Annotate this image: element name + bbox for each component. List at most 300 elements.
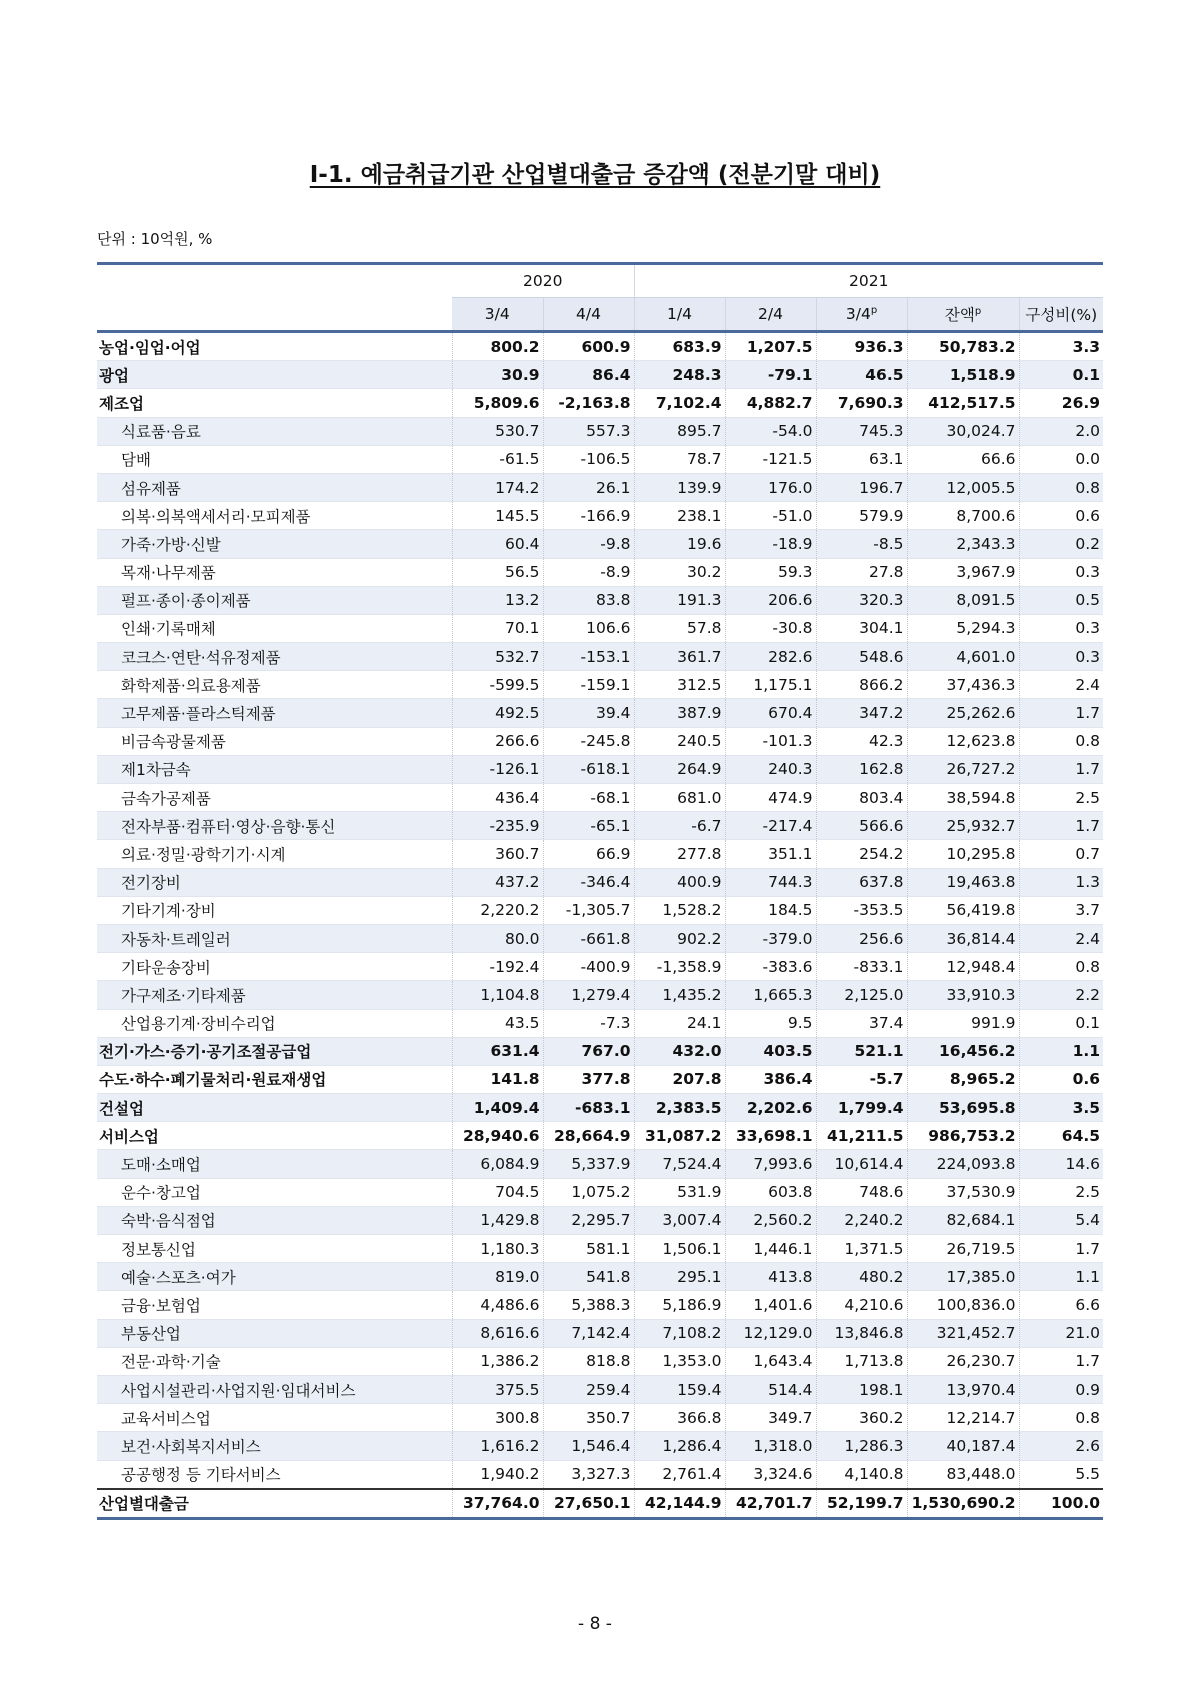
row-value: 63.1 — [816, 445, 907, 473]
row-value: 351.1 — [725, 840, 816, 868]
table-row — [97, 1065, 1103, 1093]
row-value: 600.9 — [543, 332, 634, 361]
total-label: 산업별대출금 — [97, 1489, 452, 1519]
row-value: 174.2 — [452, 473, 543, 501]
row-label: 수도·하수·폐기물처리·원료재생업 — [97, 1065, 452, 1093]
total-value: 42,701.7 — [725, 1489, 816, 1519]
row-label: 전기·가스·증기·공기조절공급업 — [97, 1037, 452, 1065]
row-value: 3,324.6 — [725, 1460, 816, 1489]
header-blank — [97, 264, 452, 298]
row-value: 5,186.9 — [634, 1291, 725, 1319]
table-row — [97, 1460, 1103, 1489]
row-value: 1.7 — [1019, 699, 1103, 727]
row-value: 366.8 — [634, 1404, 725, 1432]
row-value: 492.5 — [452, 699, 543, 727]
row-value: 0.9 — [1019, 1375, 1103, 1403]
row-value: 238.1 — [634, 502, 725, 530]
row-value: 386.4 — [725, 1065, 816, 1093]
row-value: 141.8 — [452, 1065, 543, 1093]
row-value: 744.3 — [725, 868, 816, 896]
row-value: 304.1 — [816, 614, 907, 642]
table-row — [97, 755, 1103, 783]
row-value: -61.5 — [452, 445, 543, 473]
row-value: 7,690.3 — [816, 389, 907, 417]
row-value: 12,005.5 — [907, 473, 1019, 501]
row-value: 5,337.9 — [543, 1150, 634, 1178]
row-value: 57.8 — [634, 614, 725, 642]
row-value: -683.1 — [543, 1094, 634, 1122]
row-value: -18.9 — [725, 530, 816, 558]
table-row — [97, 784, 1103, 812]
row-value: 1,104.8 — [452, 981, 543, 1009]
row-label: 가구제조·기타제품 — [97, 981, 452, 1009]
row-value: 82,684.1 — [907, 1206, 1019, 1234]
row-value: 2.5 — [1019, 1178, 1103, 1206]
row-value: 159.4 — [634, 1375, 725, 1403]
row-value: 10,614.4 — [816, 1150, 907, 1178]
row-value: 320.3 — [816, 586, 907, 614]
row-value: 637.8 — [816, 868, 907, 896]
row-value: 7,524.4 — [634, 1150, 725, 1178]
row-value: 36,814.4 — [907, 924, 1019, 952]
table-row — [97, 1122, 1103, 1150]
table-row — [97, 699, 1103, 727]
row-value: 282.6 — [725, 643, 816, 671]
row-label: 전자부품·컴퓨터·영상·음향·통신 — [97, 812, 452, 840]
row-value: 259.4 — [543, 1375, 634, 1403]
row-value: -353.5 — [816, 896, 907, 924]
row-value: 986,753.2 — [907, 1122, 1019, 1150]
row-value: 1,318.0 — [725, 1432, 816, 1460]
row-value: -6.7 — [634, 812, 725, 840]
row-value: -379.0 — [725, 924, 816, 952]
row-value: 3.3 — [1019, 332, 1103, 361]
row-value: 78.7 — [634, 445, 725, 473]
page-title — [0, 156, 1190, 189]
table-row — [97, 1263, 1103, 1291]
row-value: 0.8 — [1019, 473, 1103, 501]
row-value: -383.6 — [725, 953, 816, 981]
row-value: 37,436.3 — [907, 671, 1019, 699]
row-value: 60.4 — [452, 530, 543, 558]
row-value: 26,719.5 — [907, 1235, 1019, 1263]
header-col-ratio: 구성비(%) — [1019, 298, 1103, 332]
table-header — [97, 264, 1103, 332]
row-value: 2,560.2 — [725, 1206, 816, 1234]
row-value: 184.5 — [725, 896, 816, 924]
row-value: 0.6 — [1019, 1065, 1103, 1093]
row-value: 1,546.4 — [543, 1432, 634, 1460]
row-label: 인쇄·기록매체 — [97, 614, 452, 642]
row-value: -7.3 — [543, 1009, 634, 1037]
row-value: 13,970.4 — [907, 1375, 1019, 1403]
row-value: 31,087.2 — [634, 1122, 725, 1150]
row-value: 360.2 — [816, 1404, 907, 1432]
table-row — [97, 1150, 1103, 1178]
row-value: 1,713.8 — [816, 1347, 907, 1375]
row-value: 21.0 — [1019, 1319, 1103, 1347]
row-value: -65.1 — [543, 812, 634, 840]
row-value: 3,967.9 — [907, 558, 1019, 586]
row-value: 40,187.4 — [907, 1432, 1019, 1460]
row-value: 2,240.2 — [816, 1206, 907, 1234]
row-value: 767.0 — [543, 1037, 634, 1065]
row-label: 금속가공제품 — [97, 784, 452, 812]
row-label: 금융·보험업 — [97, 1291, 452, 1319]
row-value: 514.4 — [725, 1375, 816, 1403]
total-value: 42,144.9 — [634, 1489, 725, 1519]
row-label: 농업·임업·어업 — [97, 332, 452, 361]
row-value: 300.8 — [452, 1404, 543, 1432]
row-label: 펄프·종이·종이제품 — [97, 586, 452, 614]
row-value: 541.8 — [543, 1263, 634, 1291]
row-value: 3,007.4 — [634, 1206, 725, 1234]
row-value: 30,024.7 — [907, 417, 1019, 445]
row-value: 7,102.4 — [634, 389, 725, 417]
table-row — [97, 840, 1103, 868]
row-label: 사업시설관리·사업지원·임대서비스 — [97, 1375, 452, 1403]
row-value: 1.1 — [1019, 1037, 1103, 1065]
row-label: 전기장비 — [97, 868, 452, 896]
header-col-2021-q3 — [816, 298, 907, 332]
row-value: 0.3 — [1019, 614, 1103, 642]
header-q5-sup: p — [870, 304, 878, 316]
row-value: 16,456.2 — [907, 1037, 1019, 1065]
total-value: 1,530,690.2 — [907, 1489, 1019, 1519]
row-label: 자동차·트레일러 — [97, 924, 452, 952]
row-value: 100,836.0 — [907, 1291, 1019, 1319]
row-value: 1,528.2 — [634, 896, 725, 924]
row-value: -599.5 — [452, 671, 543, 699]
row-label: 식료품·음료 — [97, 417, 452, 445]
row-value: 1,506.1 — [634, 1235, 725, 1263]
row-value: 1,429.8 — [452, 1206, 543, 1234]
row-value: 1,371.5 — [816, 1235, 907, 1263]
row-value: 26,230.7 — [907, 1347, 1019, 1375]
unit-label: 단위 : 10억원, % — [97, 230, 213, 248]
row-value: -159.1 — [543, 671, 634, 699]
row-value: 25,932.7 — [907, 812, 1019, 840]
row-value: 10,295.8 — [907, 840, 1019, 868]
row-value: 681.0 — [634, 784, 725, 812]
row-value: 1,409.4 — [452, 1094, 543, 1122]
row-value: 17,385.0 — [907, 1263, 1019, 1291]
table-row — [97, 1094, 1103, 1122]
row-value: 53,695.8 — [907, 1094, 1019, 1122]
row-value: 360.7 — [452, 840, 543, 868]
row-value: 375.5 — [452, 1375, 543, 1403]
row-value: -79.1 — [725, 361, 816, 389]
row-value: 66.6 — [907, 445, 1019, 473]
row-value: 521.1 — [816, 1037, 907, 1065]
row-value: 30.2 — [634, 558, 725, 586]
row-value: 436.4 — [452, 784, 543, 812]
row-value: -30.8 — [725, 614, 816, 642]
row-value: 936.3 — [816, 332, 907, 361]
table-row — [97, 1206, 1103, 1234]
row-value: 8,700.6 — [907, 502, 1019, 530]
total-value: 52,199.7 — [816, 1489, 907, 1519]
row-value: 196.7 — [816, 473, 907, 501]
row-value: 2.2 — [1019, 981, 1103, 1009]
row-label: 담배 — [97, 445, 452, 473]
row-value: 2.4 — [1019, 924, 1103, 952]
row-value: 64.5 — [1019, 1122, 1103, 1150]
row-value: 2,202.6 — [725, 1094, 816, 1122]
row-value: 1,643.4 — [725, 1347, 816, 1375]
row-value: 361.7 — [634, 643, 725, 671]
table-row — [97, 1009, 1103, 1037]
table-row — [97, 924, 1103, 952]
row-value: -2,163.8 — [543, 389, 634, 417]
page-number: - 8 - — [578, 1614, 612, 1634]
row-value: 1,075.2 — [543, 1178, 634, 1206]
row-value: 9.5 — [725, 1009, 816, 1037]
row-value: 207.8 — [634, 1065, 725, 1093]
row-value: 277.8 — [634, 840, 725, 868]
table-row — [97, 530, 1103, 558]
row-label: 고무제품·플라스틱제품 — [97, 699, 452, 727]
row-value: 12,623.8 — [907, 727, 1019, 755]
row-value: 704.5 — [452, 1178, 543, 1206]
row-label: 서비스업 — [97, 1122, 452, 1150]
row-value: 0.0 — [1019, 445, 1103, 473]
row-value: 248.3 — [634, 361, 725, 389]
row-value: 5,809.6 — [452, 389, 543, 417]
loan-table — [97, 262, 1103, 1520]
table-row — [97, 643, 1103, 671]
header-q5-text: 3/4 — [845, 305, 871, 324]
row-value: 66.9 — [543, 840, 634, 868]
table-row — [97, 812, 1103, 840]
table-row — [97, 953, 1103, 981]
row-value: 1,401.6 — [725, 1291, 816, 1319]
table-row — [97, 868, 1103, 896]
header-year-2021: 2021 — [634, 264, 1103, 298]
row-value: -106.5 — [543, 445, 634, 473]
row-value: 1,386.2 — [452, 1347, 543, 1375]
row-label: 광업 — [97, 361, 452, 389]
row-value: 12,129.0 — [725, 1319, 816, 1347]
row-label: 의료·정밀·광학기기·시계 — [97, 840, 452, 868]
row-value: 377.8 — [543, 1065, 634, 1093]
row-value: 2,761.4 — [634, 1460, 725, 1489]
row-value: 1.7 — [1019, 1347, 1103, 1375]
header-year-2020: 2020 — [452, 264, 634, 298]
row-value: 1,207.5 — [725, 332, 816, 361]
table-row — [97, 614, 1103, 642]
row-value: -346.4 — [543, 868, 634, 896]
row-value: -9.8 — [543, 530, 634, 558]
row-value: 2,343.3 — [907, 530, 1019, 558]
row-value: 548.6 — [816, 643, 907, 671]
row-value: -1,305.7 — [543, 896, 634, 924]
row-value: 4,601.0 — [907, 643, 1019, 671]
row-value: 19,463.8 — [907, 868, 1019, 896]
row-value: -121.5 — [725, 445, 816, 473]
row-value: 474.9 — [725, 784, 816, 812]
row-value: 13.2 — [452, 586, 543, 614]
row-value: 7,142.4 — [543, 1319, 634, 1347]
row-value: 7,993.6 — [725, 1150, 816, 1178]
row-value: 37.4 — [816, 1009, 907, 1037]
row-label: 비금속광물제품 — [97, 727, 452, 755]
row-value: 191.3 — [634, 586, 725, 614]
header-col-2020-q4: 4/4 — [543, 298, 634, 332]
row-value: 5.4 — [1019, 1206, 1103, 1234]
table-row — [97, 727, 1103, 755]
row-value: 139.9 — [634, 473, 725, 501]
row-value: 413.8 — [725, 1263, 816, 1291]
row-value: 59.3 — [725, 558, 816, 586]
row-value: 3.5 — [1019, 1094, 1103, 1122]
row-value: 2,220.2 — [452, 896, 543, 924]
row-value: -400.9 — [543, 953, 634, 981]
row-value: 2.5 — [1019, 784, 1103, 812]
row-value: 6.6 — [1019, 1291, 1103, 1319]
row-value: -235.9 — [452, 812, 543, 840]
row-label: 섬유제품 — [97, 473, 452, 501]
row-value: 1,286.4 — [634, 1432, 725, 1460]
row-value: 347.2 — [816, 699, 907, 727]
row-value: -54.0 — [725, 417, 816, 445]
row-value: -833.1 — [816, 953, 907, 981]
row-value: 1.7 — [1019, 812, 1103, 840]
row-value: 1,175.1 — [725, 671, 816, 699]
row-value: 895.7 — [634, 417, 725, 445]
row-label: 산업용기계·장비수리업 — [97, 1009, 452, 1037]
table-row — [97, 361, 1103, 389]
header-blank-2 — [97, 298, 452, 332]
row-value: 2,125.0 — [816, 981, 907, 1009]
header-balance-sup: p — [974, 305, 982, 317]
row-label: 화학제품·의료용제품 — [97, 671, 452, 699]
row-value: 1,940.2 — [452, 1460, 543, 1489]
row-value: 2.0 — [1019, 417, 1103, 445]
row-value: 240.5 — [634, 727, 725, 755]
table-row — [97, 332, 1103, 361]
row-value: 0.8 — [1019, 953, 1103, 981]
row-value: 350.7 — [543, 1404, 634, 1432]
row-value: 819.0 — [452, 1263, 543, 1291]
row-value: 803.4 — [816, 784, 907, 812]
table-row — [97, 981, 1103, 1009]
row-value: 0.6 — [1019, 502, 1103, 530]
loan-table-container — [97, 262, 1103, 1520]
table-row — [97, 896, 1103, 924]
row-value: 902.2 — [634, 924, 725, 952]
row-value: -101.3 — [725, 727, 816, 755]
row-value: 312.5 — [634, 671, 725, 699]
row-label: 정보통신업 — [97, 1235, 452, 1263]
row-value: 0.3 — [1019, 558, 1103, 586]
table-row — [97, 586, 1103, 614]
row-label: 운수·창고업 — [97, 1178, 452, 1206]
row-value: -192.4 — [452, 953, 543, 981]
row-label: 제조업 — [97, 389, 452, 417]
row-label: 도매·소매업 — [97, 1150, 452, 1178]
row-label: 예술·스포츠·여가 — [97, 1263, 452, 1291]
row-value: -245.8 — [543, 727, 634, 755]
row-value: 400.9 — [634, 868, 725, 896]
row-value: 33,698.1 — [725, 1122, 816, 1150]
row-value: 46.5 — [816, 361, 907, 389]
row-value: 266.6 — [452, 727, 543, 755]
row-value: 5,388.3 — [543, 1291, 634, 1319]
row-value: 1.3 — [1019, 868, 1103, 896]
row-value: 1,799.4 — [816, 1094, 907, 1122]
row-value: 670.4 — [725, 699, 816, 727]
table-row — [97, 671, 1103, 699]
row-value: 33,910.3 — [907, 981, 1019, 1009]
row-value: 387.9 — [634, 699, 725, 727]
row-value: 5.5 — [1019, 1460, 1103, 1489]
row-label: 건설업 — [97, 1094, 452, 1122]
row-value: 42.3 — [816, 727, 907, 755]
table-row — [97, 473, 1103, 501]
row-value: 532.7 — [452, 643, 543, 671]
table-row — [97, 389, 1103, 417]
row-value: 0.8 — [1019, 1404, 1103, 1432]
row-value: 27.8 — [816, 558, 907, 586]
row-value: 28,664.9 — [543, 1122, 634, 1150]
row-value: 56,419.8 — [907, 896, 1019, 924]
row-value: 1.7 — [1019, 1235, 1103, 1263]
row-value: 176.0 — [725, 473, 816, 501]
row-value: -51.0 — [725, 502, 816, 530]
row-value: 818.8 — [543, 1347, 634, 1375]
header-col-balance — [907, 298, 1019, 332]
row-value: 1,435.2 — [634, 981, 725, 1009]
row-value: 683.9 — [634, 332, 725, 361]
row-value: -153.1 — [543, 643, 634, 671]
row-label: 기타운송장비 — [97, 953, 452, 981]
table-row — [97, 1037, 1103, 1065]
row-label: 기타기계·장비 — [97, 896, 452, 924]
table-body — [97, 332, 1103, 1519]
row-value: 26.9 — [1019, 389, 1103, 417]
row-value: 800.2 — [452, 332, 543, 361]
row-value: 13,846.8 — [816, 1319, 907, 1347]
table-row — [97, 558, 1103, 586]
row-value: 50,783.2 — [907, 332, 1019, 361]
row-value: 30.9 — [452, 361, 543, 389]
row-value: 6,084.9 — [452, 1150, 543, 1178]
row-value: 224,093.8 — [907, 1150, 1019, 1178]
row-value: -618.1 — [543, 755, 634, 783]
row-value: 86.4 — [543, 361, 634, 389]
table-row — [97, 1432, 1103, 1460]
row-value: 8,616.6 — [452, 1319, 543, 1347]
row-label: 제1차금속 — [97, 755, 452, 783]
row-value: 2,383.5 — [634, 1094, 725, 1122]
row-value: 1,616.2 — [452, 1432, 543, 1460]
row-value: 43.5 — [452, 1009, 543, 1037]
row-value: 603.8 — [725, 1178, 816, 1206]
row-value: 240.3 — [725, 755, 816, 783]
row-value: 24.1 — [634, 1009, 725, 1037]
row-value: 0.5 — [1019, 586, 1103, 614]
row-label: 보건·사회복지서비스 — [97, 1432, 452, 1460]
row-value: 1,286.3 — [816, 1432, 907, 1460]
row-value: 1,353.0 — [634, 1347, 725, 1375]
table-row — [97, 1404, 1103, 1432]
row-value: 106.6 — [543, 614, 634, 642]
row-value: 4,486.6 — [452, 1291, 543, 1319]
row-value: 1,279.4 — [543, 981, 634, 1009]
row-value: 866.2 — [816, 671, 907, 699]
row-value: 295.1 — [634, 1263, 725, 1291]
